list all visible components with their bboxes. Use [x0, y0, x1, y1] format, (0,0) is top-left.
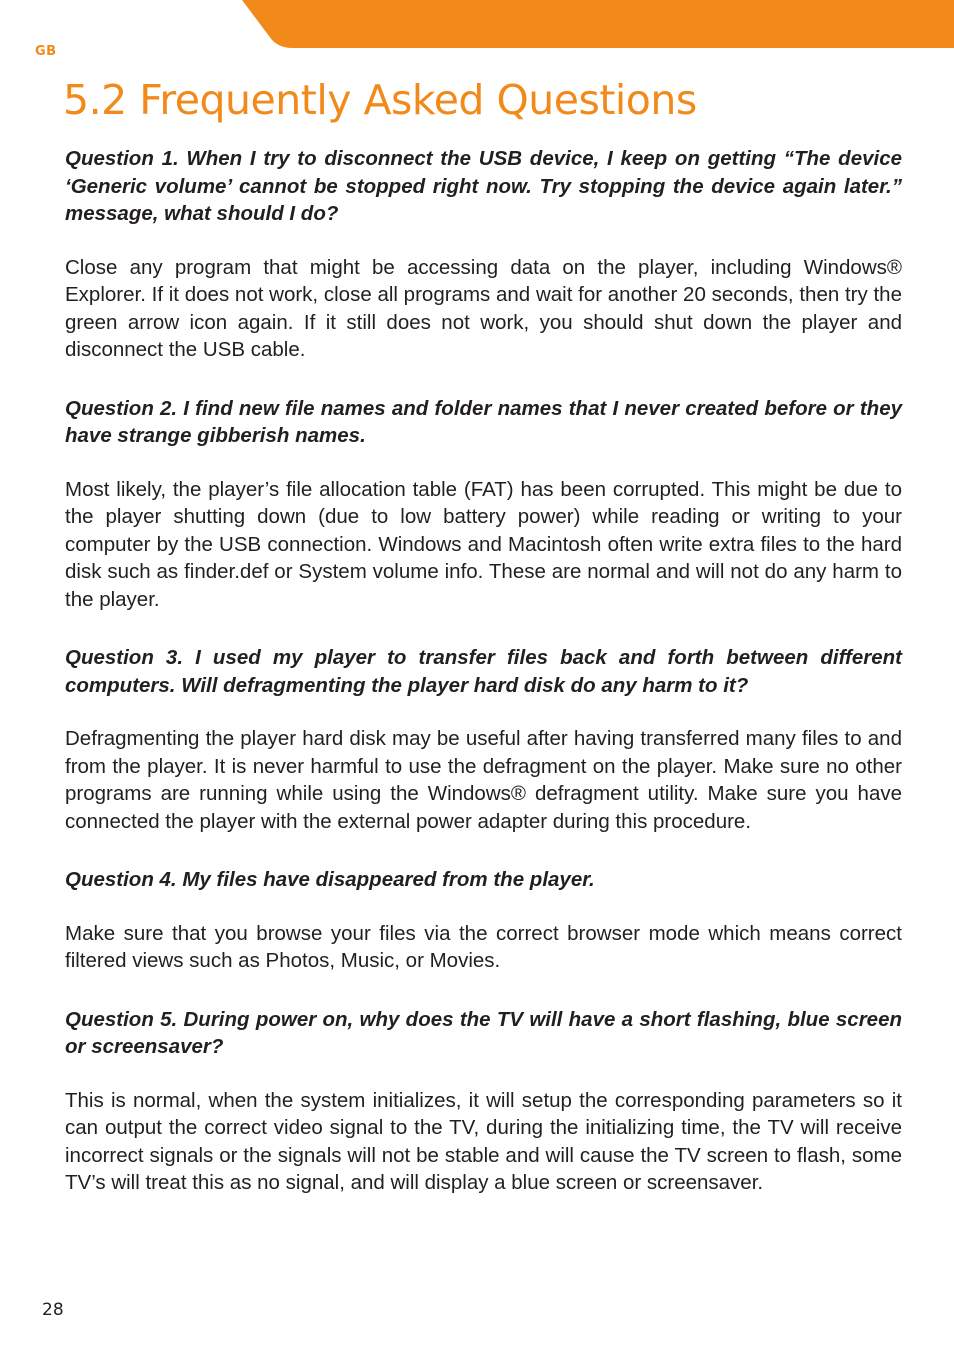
faq-item-4 [65, 866, 902, 975]
faq-question-1: Question 1. When I try to disconnect the USB device, I keep on getting “The device ‘Generic volume’ cannot be stopped right now. Try stopping the device again later.” message, what should I do? [65, 147, 902, 225]
header-banner [0, 0, 954, 50]
faq-answer-2: Most likely, the player’s file allocation table (FAT) has been corrupted. This might be due to the player shutting down (due to low battery power) while reading or writing to your computer by the USB connection. Windows and Macintosh often write extra files to the hard disk such as finder.def or System volume info. These are normal and will not do any harm to the player. [65, 477, 902, 611]
faq-list [65, 145, 902, 1228]
faq-answer-3: Defragmenting the player hard disk may be useful after having transferred many files to and from the player. It is never harmful to use the defragment on the player. Make sure no other programs are running while using the Windows® defragment utility. Make sure you have connected the player with the external power adapter during this procedure. [65, 727, 902, 833]
faq-question-5: Question 5. During power on, why does the TV will have a short flashing, blue screen or screensaver? [65, 1007, 902, 1058]
faq-item-2 [65, 395, 902, 614]
page-number: 28 [42, 1300, 64, 1320]
faq-question-4: Question 4. My files have disappeared from the player. [65, 868, 595, 891]
faq-answer-5: This is normal, when the system initializes, it will setup the corresponding parameters so it can output the correct video signal to the TV, during the initializing time, the TV will receive incorrect signals or the signals will not be stable and will cause the TV screen to flash, some TV’s will treat this as no signal, and will display a blue screen or screensaver. [65, 1088, 902, 1194]
page-title: 5.2 Frequently Asked Questions [63, 76, 697, 124]
faq-item-5 [65, 1006, 902, 1197]
language-tag: GB [35, 44, 57, 59]
faq-question-2: Question 2. I find new file names and folder names that I never created before or they have strange gibberish names. [65, 396, 902, 447]
faq-answer-4: Make sure that you browse your files via the correct browser mode which means correct filtered views such as Photos, Music, or Movies. [65, 921, 902, 972]
faq-answer-1: Close any program that might be accessing data on the player, including Windows® Explorer. If it does not work, close all programs and wait for another 20 seconds, then try the green arrow icon again. If it still does not work, you should shut down the player and disconnect the USB cable. [65, 255, 902, 361]
faq-question-3: Question 3. I used my player to transfer files back and forth between different computers. Will defragmenting the player hard disk do any harm to it? [65, 646, 902, 697]
orange-banner-shape [242, 0, 954, 48]
faq-item-3 [65, 644, 902, 835]
faq-item-1 [65, 145, 902, 364]
